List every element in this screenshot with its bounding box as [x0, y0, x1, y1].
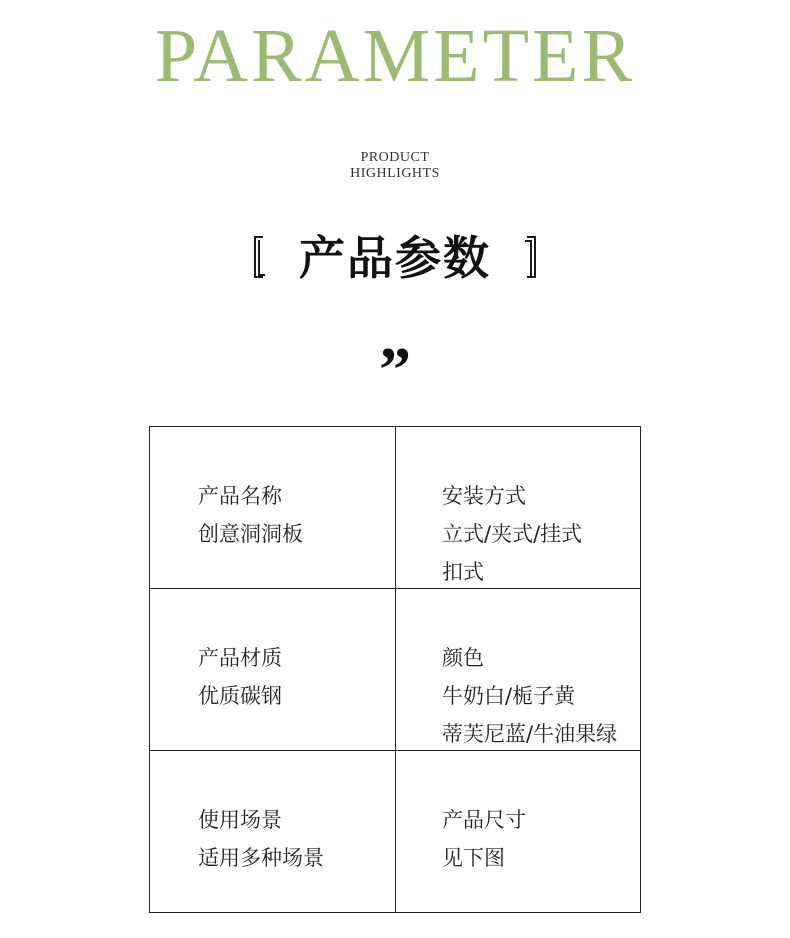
param-value: 牛奶白/栀子黄 [442, 684, 576, 708]
right-bracket-icon [527, 236, 536, 278]
param-cell-name [150, 427, 396, 589]
param-value: 创意洞洞板 [198, 522, 303, 546]
param-label: 产品尺寸 [442, 808, 526, 832]
section-title: 产品参数 [299, 231, 491, 285]
param-cell-material [150, 589, 396, 751]
subtitle-line-2: HIGHLIGHTS [350, 166, 440, 181]
param-cell-color [396, 589, 641, 751]
param-label: 产品名称 [198, 484, 282, 508]
subtitle-line-1: PRODUCT [360, 150, 430, 165]
parameter-table [149, 426, 641, 913]
param-cell-install [396, 427, 641, 589]
param-value: 蒂芙尼蓝/牛油果绿 [442, 722, 618, 746]
section-title-block [0, 228, 790, 288]
param-value: 见下图 [442, 846, 505, 870]
param-value: 优质碳钢 [198, 684, 282, 708]
param-value: 立式/夹式/挂式 [442, 522, 583, 546]
quote-mark-icon: ” [379, 334, 411, 405]
page-title: PARAMETER [154, 14, 636, 98]
param-value: 扣式 [442, 560, 484, 584]
param-label: 使用场景 [198, 808, 282, 832]
param-cell-usage [150, 751, 396, 912]
param-label: 颜色 [442, 646, 484, 670]
param-value: 适用多种场景 [198, 846, 324, 870]
param-label: 安装方式 [442, 484, 526, 508]
param-label: 产品材质 [198, 646, 282, 670]
product-highlights-subtitle [0, 150, 790, 182]
param-cell-size [396, 751, 641, 912]
